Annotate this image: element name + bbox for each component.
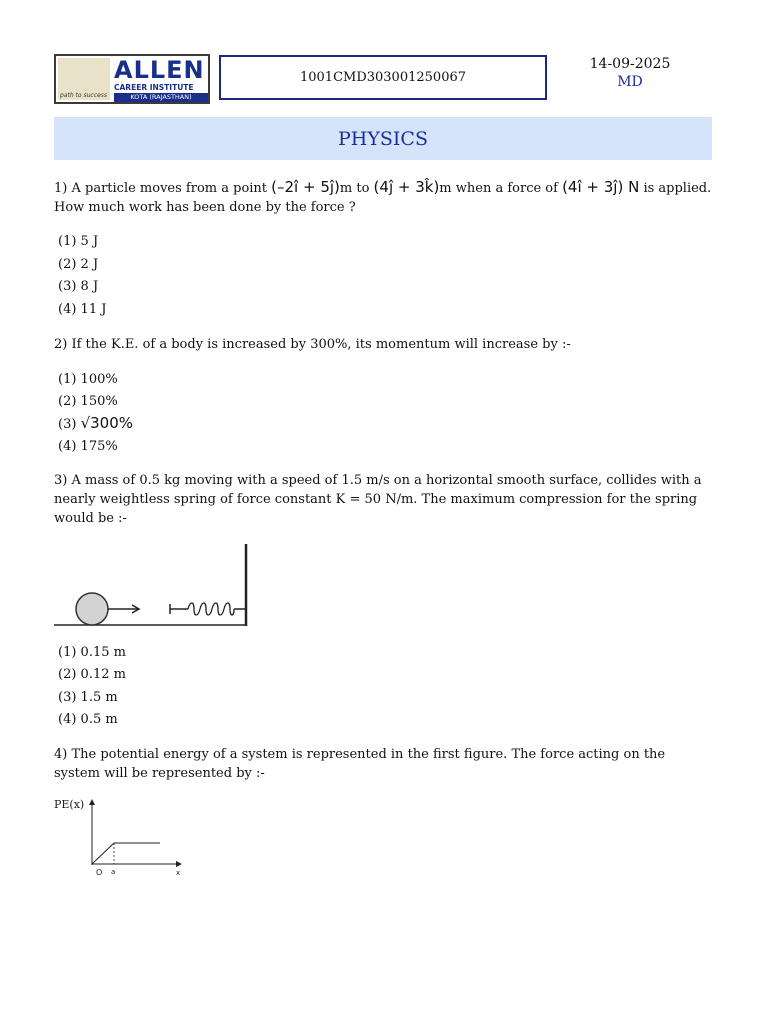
q2-option-1[interactable]: (1) 100% xyxy=(58,372,118,387)
batch-label: MD xyxy=(617,74,643,90)
q3-option-1[interactable]: (1) 0.15 m xyxy=(58,645,126,660)
graph-xlabel: x xyxy=(176,869,181,877)
graph-x-arrow xyxy=(176,861,182,867)
graph-ylabel: PE(x) xyxy=(54,798,85,811)
q1-expr-end: (4ĵ + 3k̂) xyxy=(373,178,440,196)
q1-option-4[interactable]: (4) 11 J xyxy=(58,302,107,317)
q1-expr-force: (4î + 3ĵ) N xyxy=(562,178,640,196)
q1-option-1[interactable]: (1) 5 J xyxy=(58,234,99,249)
q1-option-3[interactable]: (3) 8 J xyxy=(58,279,99,294)
allen-logo xyxy=(54,54,210,104)
graph-origin-label: O xyxy=(96,868,103,877)
logo-city: KOTA (RAJASTHAN) xyxy=(114,93,208,102)
subject-banner xyxy=(54,117,712,160)
logo-tagline: path to success xyxy=(60,92,107,99)
q3-option-3[interactable]: (3) 1.5 m xyxy=(58,690,118,705)
spring-mass-diagram xyxy=(54,540,254,632)
test-date: 14-09-2025 xyxy=(589,56,671,72)
mass-ball xyxy=(76,593,108,625)
q2-option-2[interactable]: (2) 150% xyxy=(58,394,118,409)
q2-option-4[interactable]: (4) 175% xyxy=(58,439,118,454)
question-2: 2) If the K.E. of a body is increased by 300%, its momentum will increase by :- xyxy=(54,337,571,352)
spring-coil xyxy=(188,603,234,615)
q3-option-2[interactable]: (2) 0.12 m xyxy=(58,667,126,682)
q1-option-2[interactable]: (2) 2 J xyxy=(58,257,99,272)
potential-energy-graph xyxy=(54,795,194,880)
question-1 xyxy=(54,178,714,217)
question-4: 4) The potential energy of a system is represented in the first figure. The force acting on the system will be represented by :- xyxy=(54,747,666,781)
q2-option-3-math: √300% xyxy=(80,414,134,432)
question-3: 3) A mass of 0.5 kg moving with a speed of 1.5 m/s on a horizontal smooth surface, collides with a nearly weightless spring of force constant K = 50 N/m. The maximum compression for the spring would be :- xyxy=(54,473,702,526)
q1-text-b: m to xyxy=(339,181,374,196)
test-code: 1001CMD303001250067 xyxy=(299,70,467,85)
logo-subtitle: CAREER INSTITUTE xyxy=(114,83,194,92)
subject-title: PHYSICS xyxy=(338,127,428,150)
graph-tick-label: a xyxy=(111,868,116,876)
q3-option-4[interactable]: (4) 0.5 m xyxy=(58,712,118,727)
graph-pe-curve xyxy=(92,843,160,864)
q2-option-3[interactable] xyxy=(58,414,133,434)
q1-expr-start: (–2î + 5ĵ) xyxy=(271,178,340,196)
graph-y-arrow xyxy=(89,799,95,805)
logo-brand: ALLEN xyxy=(114,56,205,84)
q2-option-3-label: (3) xyxy=(58,417,77,432)
test-code-box xyxy=(219,55,547,100)
q1-text-d: is applied. How much work has been done by the force ? xyxy=(54,181,712,215)
q1-text-c: m when a force of xyxy=(439,181,563,196)
q1-text-a: 1) A particle moves from a point xyxy=(54,181,272,196)
